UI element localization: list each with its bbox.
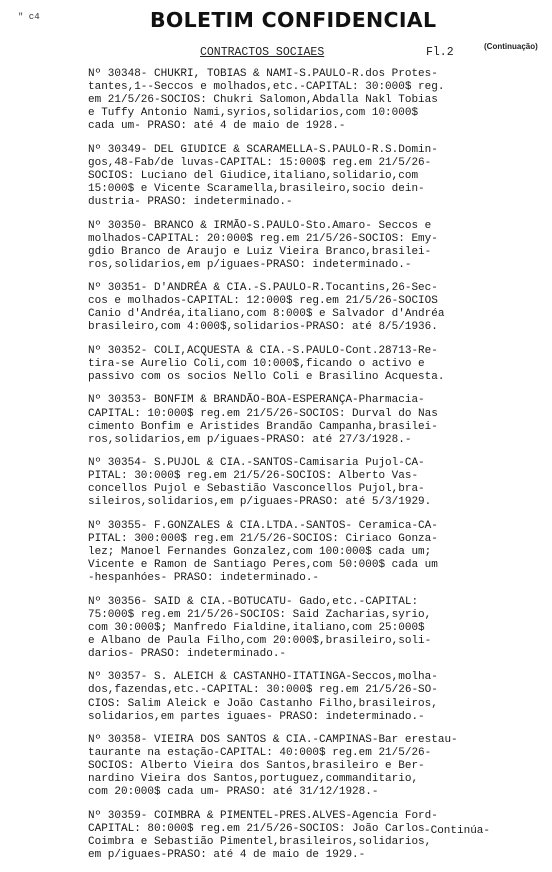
contract-entry bbox=[88, 345, 544, 384]
entry-line: SOCIOS: Luciano del Giudice,italiano,solidario,com bbox=[88, 169, 419, 182]
contract-entry bbox=[88, 734, 544, 799]
contract-entry bbox=[88, 144, 544, 209]
contract-entry bbox=[88, 520, 544, 585]
entry-line: dos,fazendas,etc.-CAPITAL: 30:000$ reg.em 21/5/26-SO- bbox=[88, 684, 438, 697]
entry-line: tira-se Aurelio Coli,com 10:000$,ficando o activo e bbox=[88, 357, 425, 370]
entry-line: tantes,1--Seccos e molhados,etc.-CAPITAL: 30:000$ reg. bbox=[88, 81, 445, 94]
entry-line: cos e molhados-CAPITAL: 12:000$ reg.em 21/5/26-SOCIOS bbox=[88, 295, 438, 308]
entry-line: SOCIOS: Alberto Vieira dos Santos,brasileiro e Ber- bbox=[88, 760, 425, 773]
entry-line: Nº 30357- S. ALEICH & CASTANHO-ITATINGA-Seccos,molha- bbox=[88, 671, 438, 684]
entry-line: Nº 30348- CHUKRI, TOBIAS & NAMI-S.PAULO-R.dos Protes- bbox=[88, 68, 438, 80]
section-subtitle: CONTRACTOS SOCIAES bbox=[200, 46, 325, 59]
entry-line: PITAL: 30:000$ reg.em 21/5/26-SOCIOS: Alberto Vas- bbox=[88, 470, 419, 483]
entry-line: Nº 30356- SAID & CIA.-BOTUCATU- Gado,etc.-CAPITAL: bbox=[88, 595, 419, 608]
entry-line: darios- PRASO: indeterminado.- bbox=[88, 647, 287, 660]
entries-list bbox=[88, 68, 544, 872]
entry-line: em 21/5/26-SOCIOS: Chukri Salomon,Abdalla Nakl Tobias bbox=[88, 94, 438, 107]
entry-line: e Albano de Paula Filho,com 20:000$,brasileiro,soli- bbox=[88, 634, 432, 647]
entry-line: CIOS: Salim Aleick e João Castanho Filho,brasileiros, bbox=[88, 697, 438, 710]
entry-line: Canio d'Andréa,italiano,com 8:000$ e Salvador d'Andréa bbox=[88, 308, 445, 321]
entry-line: CAPITAL: 10:000$ reg.em 21/5/26-SOCIOS: Durval do Nas bbox=[88, 407, 438, 420]
entry-line: Nº 30358- VIEIRA DOS SANTOS & CIA.-CAMPINAS-Bar erestau- bbox=[88, 734, 458, 746]
entry-line: e Tuffy Antonio Nami,syrios,solidarios,com 10:000$ bbox=[88, 107, 419, 120]
continua-note: -Continúa- bbox=[424, 825, 491, 837]
entry-line: ros,solidarios,em p/iguaes-PRASO: até 27/3/1928.- bbox=[88, 433, 412, 446]
entry-line: Coimbra e Sebastião Pimentel,brasileiros,solidarios, bbox=[88, 835, 432, 848]
contract-entry bbox=[88, 282, 544, 334]
entry-line: nardino Vieira dos Santos,portuguez,commanditario, bbox=[88, 773, 419, 786]
entry-line: com 20:000$ cada um- PRASO: até 31/12/1928.- bbox=[88, 786, 379, 799]
entry-line: Nº 30350- BRANCO & IRMÃO-S.PAULO-Sto.Amaro- Seccos e bbox=[88, 219, 432, 232]
entry-line: -hespanhóes- PRASO: indeterminado.- bbox=[88, 572, 320, 585]
entry-line: dustria- PRASO: indeterminado.- bbox=[88, 196, 293, 209]
continuation-note: (Continuação) bbox=[484, 42, 538, 51]
entry-line: Nº 30353- BONFIM & BRANDÃO-BOA-ESPERANÇA-Pharmacia- bbox=[88, 394, 425, 407]
entry-line: em p/iguaes-PRASO: até 4 de maio de 1929.- bbox=[88, 849, 366, 862]
entry-line: com 30:000$; Manfredo Fialdine,italiano,com 25:000$ bbox=[88, 621, 425, 634]
contract-entry bbox=[88, 671, 544, 723]
entry-line: Vicente e Ramon de Santiago Peres,com 50:000$ cada um bbox=[88, 559, 438, 572]
entry-line: Nº 30349- DEL GIUDICE & SCARAMELLA-S.PAULO-R.S.Domin- bbox=[88, 143, 438, 156]
entry-line: Nº 30352- COLI,ACQUESTA & CIA.-S.PAULO-Cont.28713-Re- bbox=[88, 344, 438, 357]
entry-line: 75:000$ reg.em 21/5/26-SOCIOS: Said Zacharias,syrio, bbox=[88, 608, 432, 621]
entry-line: CAPITAL: 80:000$ reg.em 21/5/26-SOCIOS: João Carlos bbox=[88, 822, 425, 835]
page-title: BOLETIM CONFIDENCIAL bbox=[150, 8, 437, 32]
contract-entry bbox=[88, 457, 544, 509]
entry-line: brasileiro,com 4:000$,solidarios-PRASO: até 8/5/1936. bbox=[88, 321, 438, 334]
entry-line: Nº 30351- D'ANDRÉA & CIA.-S.PAULO-R.Tocantins,26-Sec- bbox=[88, 282, 438, 295]
folio-number: Fl.2 bbox=[426, 46, 454, 59]
contract-entry bbox=[88, 220, 544, 272]
entry-line: taurante na estação-CAPITAL: 40:000$ reg.em 21/5/26- bbox=[88, 747, 432, 760]
entry-line: Nº 30359- COIMBRA & PIMENTEL-PRES.ALVES-Agencia Ford- bbox=[88, 809, 438, 822]
entry-line: Nº 30354- S.PUJOL & CIA.-SANTOS-Camisaria Pujol-CA- bbox=[88, 457, 425, 470]
entry-line: cimento Bonfim e Aristides Brandão Campanha,brasilei- bbox=[88, 420, 438, 433]
contract-entry bbox=[88, 596, 544, 661]
contract-entry bbox=[88, 394, 544, 446]
entry-line: 15:000$ e Vicente Scaramella,brasileiro,socio dein- bbox=[88, 183, 425, 196]
entry-line: PITAL: 300:000$ reg.em 21/5/26-SOCIOS: Ciriaco Gonza- bbox=[88, 532, 438, 545]
margin-mark: " c4 bbox=[18, 12, 40, 22]
contract-entry bbox=[88, 68, 544, 133]
entry-line: cada um- PRASO: até 4 de maio de 1928.- bbox=[88, 120, 346, 133]
entry-line: ros,solidarios,em p/iguaes-PRASO: indeterminado.- bbox=[88, 258, 412, 271]
entry-line: gos,48-Fab/de luvas-CAPITAL: 15:000$ reg.em 21/5/26- bbox=[88, 156, 432, 169]
entry-line: molhados-CAPITAL: 20:000$ reg.em 21/5/26-SOCIOS: Emy- bbox=[88, 232, 438, 245]
entry-line: lez; Manoel Fernandes Gonzalez,com 100:000$ cada um; bbox=[88, 545, 432, 558]
entry-line: Nº 30355- F.GONZALES & CIA.LTDA.-SANTOS- Ceramica-CA- bbox=[88, 519, 438, 532]
entry-line: sileiros,solidarios,em p/iguaes-PRASO: até 5/3/1929. bbox=[88, 496, 432, 509]
entry-line: concellos Pujol e Sebastião Vasconcellos Pujol,bra- bbox=[88, 483, 425, 496]
entry-line: passivo com os socios Nello Coli e Brasilino Acquesta. bbox=[88, 371, 445, 384]
entry-line: solidarios,em partes iguaes- PRASO: indeterminado.- bbox=[88, 710, 425, 723]
entry-line: gdio Branco de Araujo e Luiz Vieira Branco,brasilei- bbox=[88, 245, 432, 258]
